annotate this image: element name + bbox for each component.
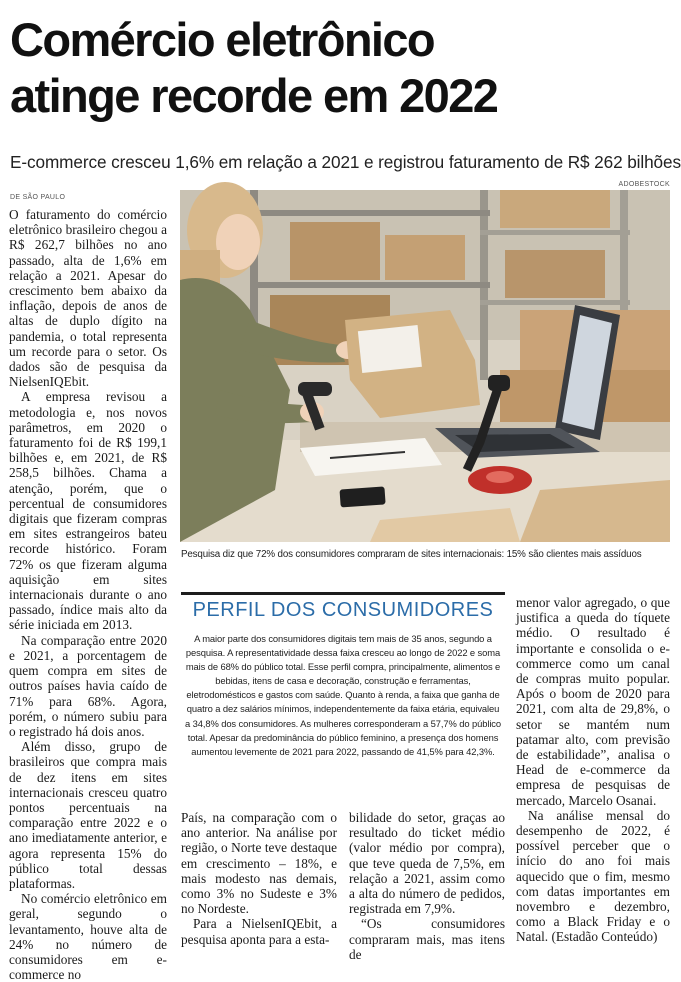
- paragraph: País, na comparação com o ano anterior. Na análise por região, o Norte teve destaque em crescimento – 18%, e mais modesto nas demais, como 3% no Sudeste e 3% no Nordeste.: [181, 810, 337, 917]
- paragraph: “Os consumidores compraram mais, mas itens de: [349, 916, 505, 962]
- dateline: DE SÃO PAULO: [10, 194, 66, 201]
- photo-credit: ADOBESTOCK: [618, 181, 670, 188]
- article-column-4: [516, 595, 670, 945]
- consumer-profile-box: [181, 592, 505, 802]
- paragraph: O faturamento do comércio eletrônico brasileiro chegou a R$ 262,7 bilhões no ano passado, alta de 1,6% em relação a 2021. Apesar do crescimento bem abaixo da inflação, depois de anos de altas de duplo dígito na pandemia, o total representa um recorde para o setor. Os dados são de pesquisa da NielsenIQEbit.: [9, 207, 167, 390]
- paragraph: Na comparação entre 2020 e 2021, a porcentagem de quem compra em sites de outros países havia caído de 71% para 68%. Agora, porém, o número subiu para o registrado há dois anos.: [9, 632, 167, 739]
- photo-caption: Pesquisa diz que 72% dos consumidores compraram de sites internacionais: 15% são clientes mais assíduos: [181, 549, 642, 560]
- box-text: A maior parte dos consumidores digitais tem mais de 35 anos, segundo a pesquisa. A representatividade dessa faixa cresceu ao longo de 2022 e soma mais de 68% do público total. Esse perfil compra, principalmente, alimentos e bebidas, itens de casa e decoração, construção e ferramentas, eletrodomésticos e gastos com saúde. Quanto à renda, a faixa que ganha de quatro a dez salários mínimos, independentemente da faixa etária, equivaleu a 34,8% dos consumidores. As mulheres corresponderam a 57,7% do público total. Apesar da predominância do público feminino, a presença dos homens aumentou levemente de 2021 para 2022, passando de 41,5% para 42,3%.: [185, 633, 501, 757]
- article-column-1: [9, 207, 167, 982]
- box-top-rule: [181, 592, 505, 595]
- article-photo: [180, 190, 670, 542]
- headline-line-2: atinge recorde em 2022: [10, 69, 498, 122]
- box-title: PERFIL DOS CONSUMIDORES: [192, 599, 494, 621]
- paragraph: A empresa revisou a metodologia e, nos novos parâmetros, em 2020 o faturamento foi de R$ 199,1 bilhões e, em 2021, de R$ 258,5 bilhões. Chama a atenção, porém, que o percentual de consumidores digitais que fizeram compras em sites estrangeiros bateu recorde histórico. Foram 72% os que fizeram alguma aquisição em sites internacionais durante o ano passado, índice mais alto da série iniciada em 2013.: [9, 389, 167, 633]
- article-column-2: [181, 810, 337, 947]
- paragraph: Além disso, grupo de brasileiros que compra mais de dez itens em sites internacionais cresceu quatro pontos percentuais na comparação entre 2022 e o ano imediatamente anterior, e agora representa 15% do público total dessas plataformas.: [9, 739, 167, 891]
- headline: [10, 12, 670, 124]
- paragraph: Para a NielsenIQEbit, a pesquisa aponta para a esta-: [181, 916, 337, 947]
- article-column-3: [349, 810, 505, 962]
- paragraph: bilidade do setor, graças ao resultado do ticket médio (valor médio por compra), que teve queda de 7,5%, em relação a 2021, assim como a alta do número de pedidos, registrada em 7,9%.: [349, 810, 505, 917]
- paragraph: menor valor agregado, o que justifica a queda do tíquete médio. O resultado é importante e consolida o e-commerce como um canal de compras muito popular. Após o boom de 2020 para 2021, com alta de 29,8%, o setor se mantém num patamar alto, com previsão de estabilidade”, analisa o Head de e-commerce da empresa de pesquisas de mercado, Marcelo Osanai.: [516, 595, 670, 808]
- paragraph: No comércio eletrônico em geral, segundo o levantamento, houve alta de 24% no número de consumidores em e-commerce no: [9, 891, 167, 982]
- paragraph: Na análise mensal do desempenho de 2022, é possível perceber que o início do ano foi mais aquecido que o fim, mesmo com datas importantes em novembro e dezembro, como a Black Friday e o Natal. (Estadão Conteúdo): [516, 807, 670, 945]
- headline-line-1: Comércio eletrônico: [10, 13, 435, 66]
- subtitle: E-commerce cresceu 1,6% em relação a 2021 e registrou faturamento de R$ 262 bilhões: [10, 152, 681, 172]
